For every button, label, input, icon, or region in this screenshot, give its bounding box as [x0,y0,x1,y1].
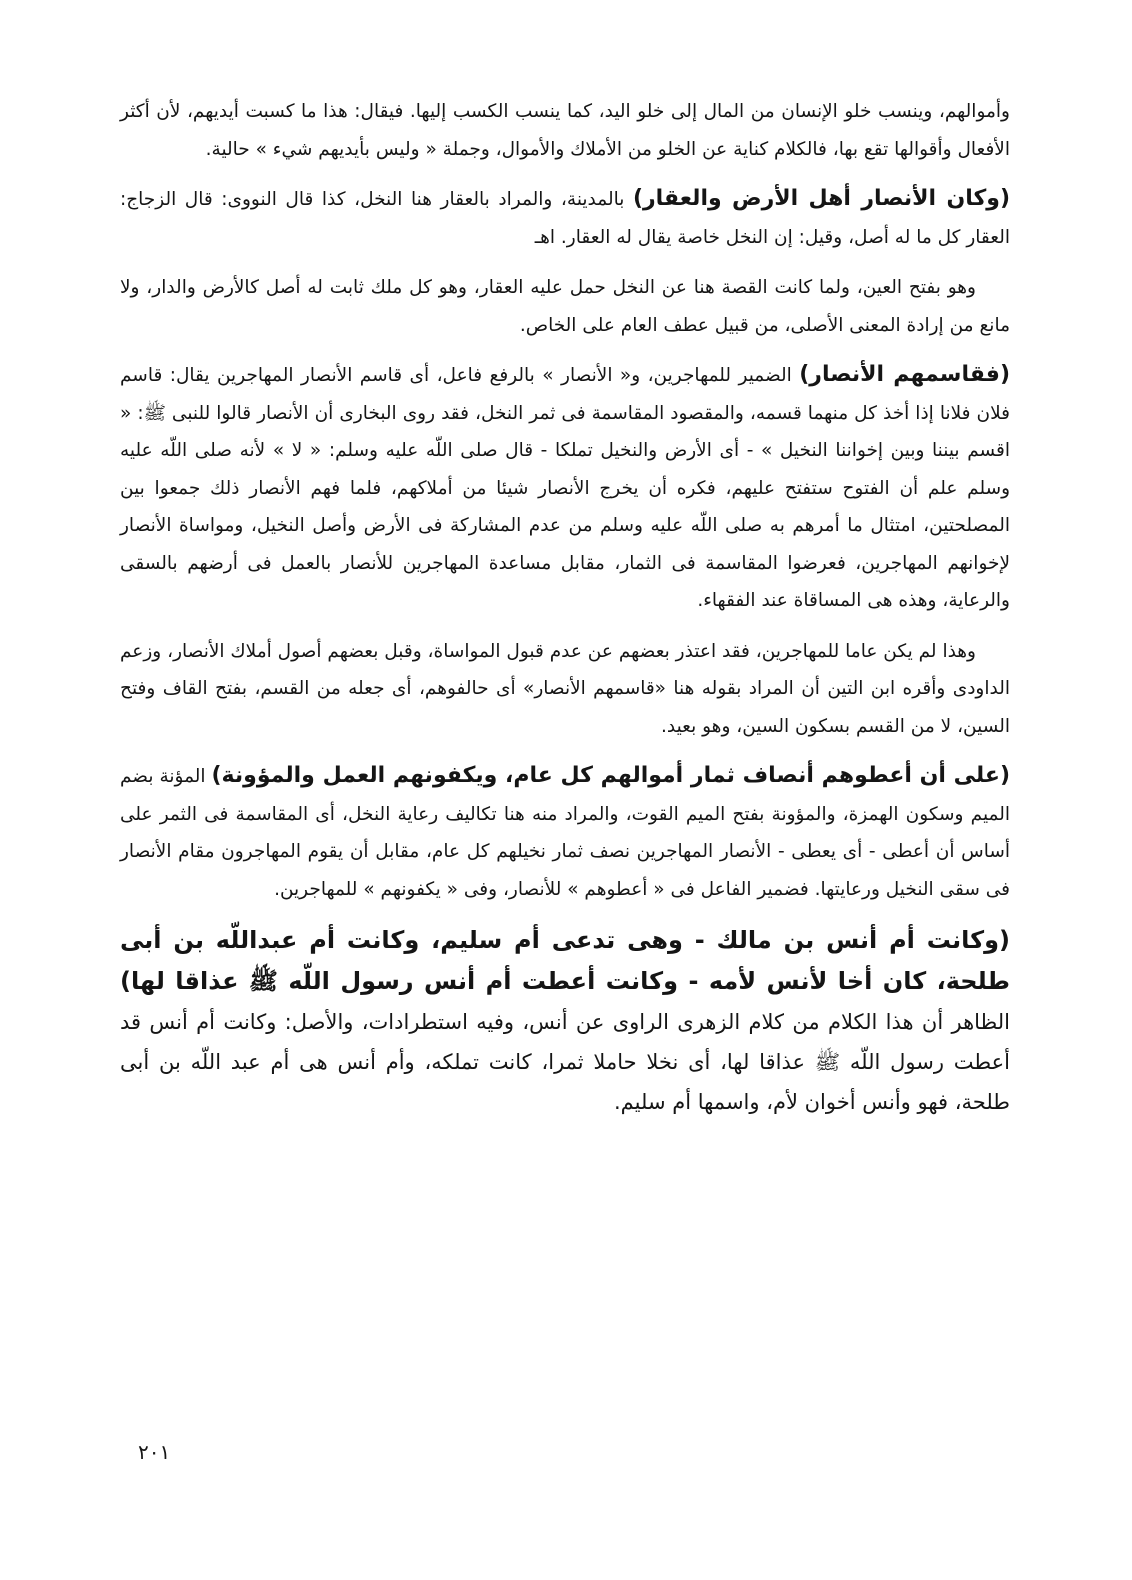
paragraph-6-heading: (على أن أعطوهم أنصاف ثمار أموالهم كل عام، ويكفونهم العمل والمؤونة) [211,763,1010,788]
paragraph-7-text: الظاهر أن هذا الكلام من كلام الزهرى الراوى عن أنس، وفيه استطرادات، والأصل: وكانت أم أنس قد أعطت رسول اللّه ﷺ عذاقا لها، أى نخلا حاملا ثمرا، كانت تملكه، وأم أنس هى أم عبد اللّه بن أبى طلحة، فهو وأنس أخوان لأم، واسمها أم سليم. [120,1010,1010,1114]
paragraph-5-text: وهذا لم يكن عاما للمهاجرين، فقد اعتذر بعضهم عن عدم قبول المواساة، وقبل بعضهم أصول أملاك الأنصار، وزعم الداودى وأقره ابن التين أن المراد بقوله هنا «قاسمهم الأنصار» أى حالفوهم، أى جعله من القسم، بفتح القاف وفتح السين، لا من القسم بسكون السين، وهو بعيد. [120,640,1010,737]
paragraph-6-text: المؤنة بضم الميم وسكون الهمزة، والمؤونة بفتح الميم القوت، والمراد منه هنا تكاليف رعاية النخل، أى المقاسمة فى الثمر على أساس أن أعطى - أى يعطى - الأنصار المهاجرين نصف ثمار نخيلهم كل عام، مقابل أن يقوم المهاجرون مقام الأنصار فى سقى النخيل ورعايتها. فضمير الفاعل فى « أعطوهم » للأنصار، وفى « يكفونهم » للمهاجرين. [120,766,1010,900]
paragraph-7-heading: (وكانت أم أنس بن مالك - وهى تدعى أم سليم، وكانت أم عبداللّه بن أبى طلحة، كان أخا لأنس لأمه - وكانت أعطت أم أنس رسول اللّه ﷺ عذاقا لها) [120,926,1010,995]
page-number: ٢٠١ [138,1440,171,1464]
page-body [120,92,1010,1412]
paragraph-3 [120,268,1010,344]
paragraph-7 [120,920,1010,1122]
paragraph-6 [120,757,1010,908]
paragraph-4-text: الضمير للمهاجرين، و« الأنصار » بالرفع فاعل، أى قاسم الأنصار المهاجرين يقال: قاسم فلان فلانا إذا أخذ كل منهما قسمه، والمقصود المقاسمة فى ثمر النخل، فقد روى البخارى أن الأنصار قالوا للنبى ﷺ: « اقسم بيننا وبين إخواننا النخيل » - أى الأرض والنخيل تملكا - قال صلى اللّه عليه وسلم: « لا » لأنه صلى اللّه عليه وسلم علم أن الفتوح ستفتح عليهم، فكره أن يخرج الأنصار شيئا من أملاكهم، فلما فهم الأنصار ذلك جمعوا بين المصلحتين، امتثال ما أمرهم به صلى اللّه عليه وسلم من عدم المشاركة فى الأرض وأصل النخيل، ومواساة الأنصار لإخوانهم المهاجرين، فعرضوا المقاسمة فى الثمار، مقابل مساعدة المهاجرين للأنصار بالعمل فى أرضهم بالسقى والرعاية، وهذه هى المساقاة عند الفقهاء. [120,365,1010,611]
paragraph-1 [120,92,1010,168]
paragraph-2 [120,180,1010,256]
paragraph-2-text: بالمدينة، والمراد بالعقار هنا النخل، كذا قال النووى: قال الزجاج: العقار كل ما له أصل، وقيل: إن النخل خاصة يقال له العقار. اهـ [120,189,1010,248]
paragraph-1-text: وأموالهم، وينسب خلو الإنسان من المال إلى خلو اليد، كما ينسب الكسب إليها. فيقال: هذا ما كسبت أيديهم، لأن أكثر الأفعال وأقوالها تقع بها، فالكلام كناية عن الخلو من الأملاك والأموال، وجملة « وليس بأيديهم شيء » حالية. [120,101,1010,160]
paragraph-4 [120,356,1010,620]
paragraph-3-text: وهو بفتح العين، ولما كانت القصة هنا عن النخل حمل عليه العقار، وهو كل ملك ثابت له أصل كالأرض والدار، ولا مانع من إرادة المعنى الأصلى، من قبيل عطف العام على الخاص. [120,277,1010,336]
paragraph-2-heading: (وكان الأنصار أهل الأرض والعقار) [632,186,1011,211]
paragraph-4-heading: (فقاسمهم الأنصار) [799,362,1011,387]
paragraph-5 [120,632,1010,746]
